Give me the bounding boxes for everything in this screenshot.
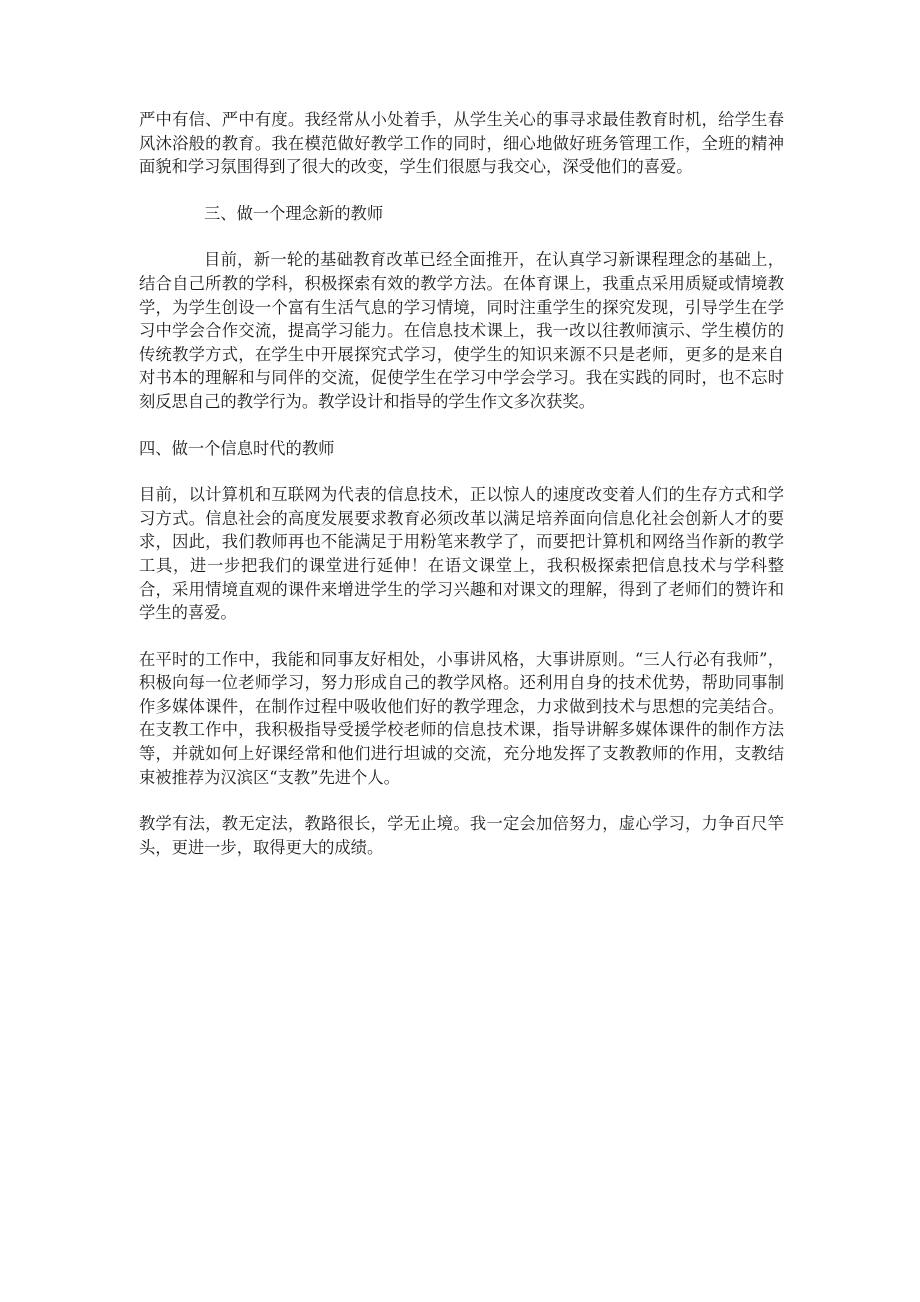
paragraph-colleagues-support: 在平时的工作中，我能和同事友好相处，小事讲风格，大事讲原则。“三人行必有我师”，积极向每一位老师学习，努力形成自己的教学风格。还利用自身的技术优势，帮助同事制作多媒体课件，在制作过程中吸收他们好的教学理念，力求做到技术与思想的完美结合。在支教工作中，我积极指导受援学校老师的信息技术课，指导讲解多媒体课件的制作方法等，并就如何上好课经常和他们进行坦诚的交流，充分地发挥了支教教师的作用，支教结束被推荐为汉滨区“支教”先进个人。 <box>139 649 784 787</box>
paragraph-information-technology: 目前，以计算机和互联网为代表的信息技术，正以惊人的速度改变着人们的生存方式和学习方式。信息社会的高度发展要求教育必须改革以满足培养面向信息化社会创新人才的要求，因此，我们教师再也不能满足于用粉笔来教学了，而要把计算机和网络当作新的教学工具，进一步把我们的课堂进行延伸！在语文课堂上，我积极探索把信息技术与学科整合，采用情境直观的课件来增进学生的学习兴趣和对课文的理解，得到了老师们的赞许和学生的喜爱。 <box>139 485 784 623</box>
paragraph-new-curriculum: 目前，新一轮的基础教育改革已经全面推开，在认真学习新课程理念的基础上，结合自己所教的学科，积极探索有效的教学方法。在体育课上，我重点采用质疑或情境教学，为学生创设一个富有生活气息的学习情境，同时注重学生的探究发现，引导学生在学习中学会合作交流，提高学习能力。在信息技术课上，我一改以往教师演示、学生模仿的传统教学方式，在学生中开展探究式学习，使学生的知识来源不只是老师，更多的是来自对书本的理解和与同伴的交流，促使学生在学习中学会学习。我在实践的同时，也不忘时刻反思自己的教学行为。教学设计和指导的学生作文多次获奖。 <box>139 250 784 411</box>
paragraph-strict-education: 严中有信、严中有度。我经常从小处着手，从学生关心的事寻求最佳教育时机，给学生春风沐浴般的教育。我在模范做好教学工作的同时，细心地做好班务管理工作，全班的精神面貌和学习氛围得到了很大的改变，学生们很愿与我交心，深受他们的喜爱。 <box>139 110 784 177</box>
document-body <box>139 108 784 882</box>
section-heading-four: 四、做一个信息时代的教师 <box>139 438 335 458</box>
section-heading-three: 三、做一个理念新的教师 <box>204 203 384 223</box>
paragraph-conclusion: 教学有法，教无定法，教路很长，学无止境。我一定会加倍努力，虚心学习，力争百尺竿头，更进一步，取得更大的成绩。 <box>139 814 784 857</box>
